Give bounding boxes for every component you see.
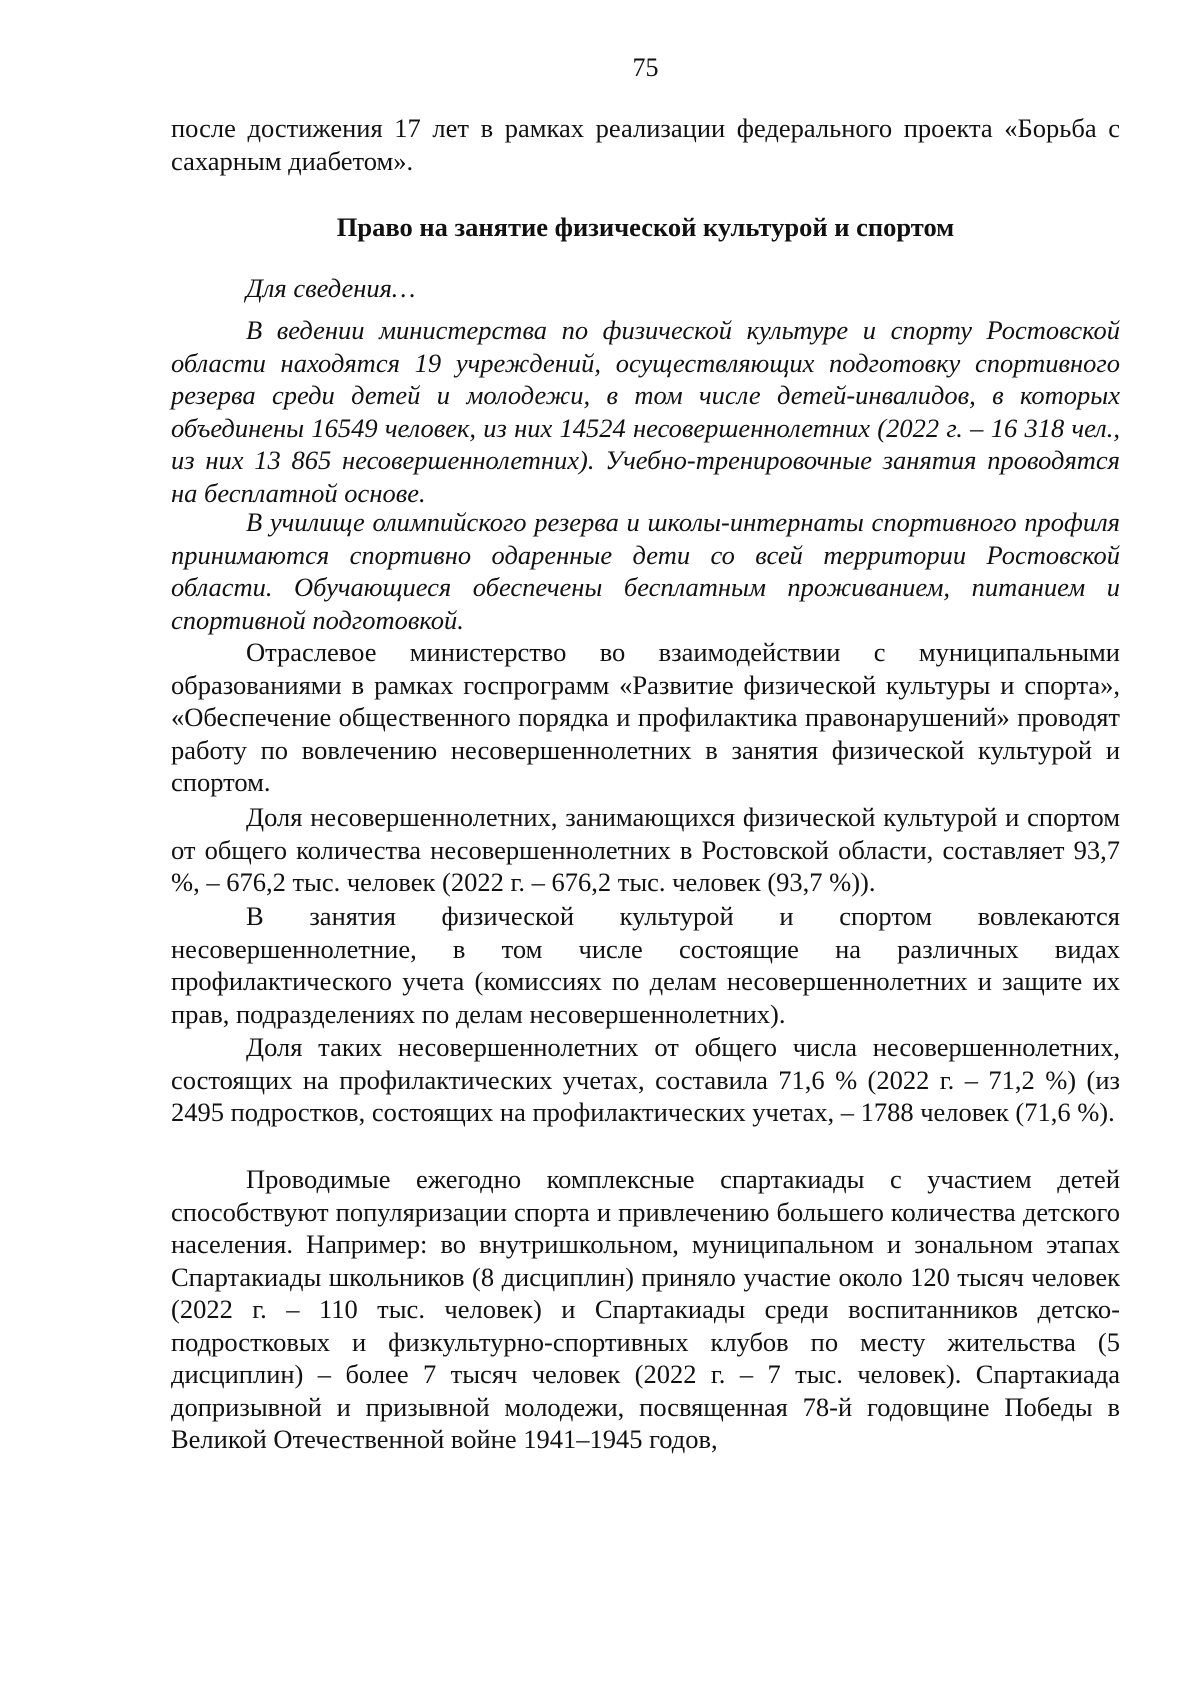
page-number: 75 xyxy=(632,53,659,82)
info-label: Для сведения… xyxy=(246,273,416,303)
body-paragraph: Доля несовершеннолетних, занимающихся физической культурой и спортом от общего количества несовершеннолетних в Ростовской области, составляет 93,7 %, – 676,2 тыс. человек (2022 г. – 676,2 тыс. человек (93,7 %)). xyxy=(171,802,1120,897)
info-paragraph: В ведении министерства по физической культуре и спорту Ростовской области находятся 19 учреждений, осуществляющих подготовку спортивного резерва среди детей и молодежи, в том числе детей-инвалидов, в которых объединены 16549 человек, из них 14524 несовершеннолетних (2022 г. – 16 318 чел., из них 13 865 несовершеннолетних). Учебно-тренировочные занятия проводятся на бесплатной основе. xyxy=(171,315,1120,508)
continuation-paragraph: после достижения 17 лет в рамках реализации федерального проекта «Борьба с сахарным диабетом». xyxy=(171,113,1120,176)
body-paragraph: В занятия физической культурой и спортом вовлекаются несовершеннолетние, в том числе состоящие на различных видах профилактического учета (комиссиях по делам несовершеннолетних и защите их прав, подразделениях по делам несовершеннолетних). xyxy=(171,901,1120,1029)
body-paragraph: Отраслевое министерство во взаимодействии с муниципальными образованиями в рамках госпрограмм «Развитие физической культуры и спорта», «Обеспечение общественного порядка и профилактика правонарушений» проводят работу по вовлечению несовершеннолетних в занятия физической культурой и спортом. xyxy=(171,637,1120,797)
section-title: Право на занятие физической культурой и спортом xyxy=(336,212,955,242)
body-paragraph: Проводимые ежегодно комплексные спартакиады с участием детей способствуют популяризации спорта и привлечению большего количества детского населения. Например: во внутришкольном, муниципальном и зональном этапах Спартакиады школьников (8 дисциплин) приняло участие около 120 тысяч человек (2022 г. – 110 тыс. человек) и Спартакиады среди воспитанников детско-подростковых и физкультурно-спортивных клубов по месту жительства (5 дисциплин) – более 7 тысяч человек (2022 г. – 7 тыс. человек). Спартакиада допризывной и призывной молодежи, посвященная 78-й годовщине Победы в Великой Отечественной войне 1941–1945 годов, xyxy=(171,1164,1120,1454)
body-paragraph: Доля таких несовершеннолетних от общего числа несовершеннолетних, состоящих на профилактических учетах, составила 71,6 % (2022 г. – 71,2 %) (из 2495 подростков, состоящих на профилактических учетах, – 1788 человек (71,6 %). xyxy=(171,1032,1120,1127)
info-paragraph: В училище олимпийского резерва и школы-интернаты спортивного профиля принимаются спортивно одаренные дети со всей территории Ростовской области. Обучающиеся обеспечены бесплатным проживанием, питанием и спортивной подготовкой. xyxy=(171,507,1120,635)
